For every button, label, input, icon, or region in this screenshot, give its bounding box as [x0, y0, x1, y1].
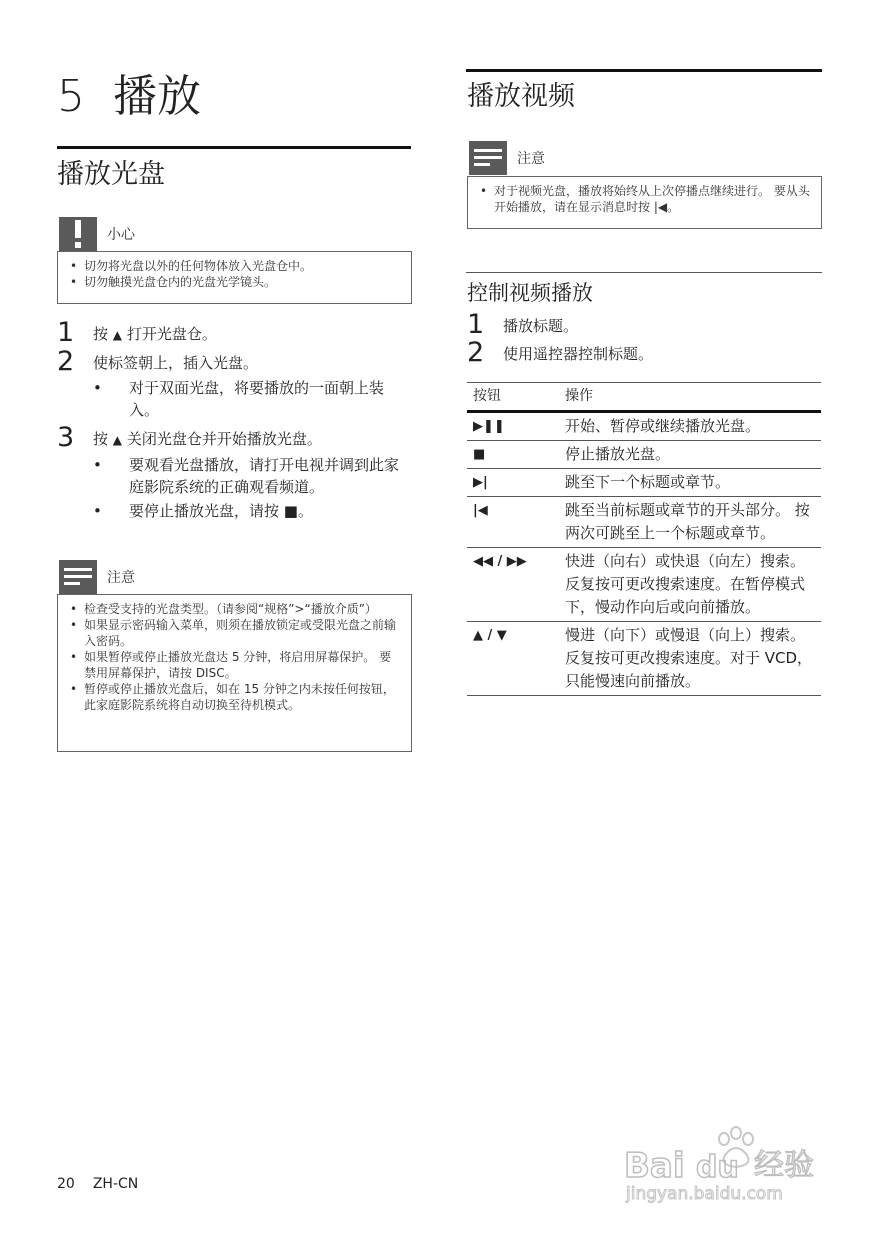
- column-header-button: 按钮: [467, 383, 559, 412]
- page-number: 20: [57, 1176, 75, 1192]
- caution-title: 小心: [107, 227, 135, 243]
- note-header: [59, 560, 135, 594]
- table-cell: 开始、暂停或继续播放光盘。: [559, 412, 821, 441]
- rewind-forward-icon: ◀◀ / ▶▶: [467, 548, 559, 622]
- eject-icon: ▲: [112, 328, 123, 342]
- control-video-steps: [467, 309, 822, 368]
- baidu-watermark: [622, 1125, 827, 1205]
- note-title: 注意: [517, 151, 545, 167]
- up-down-icon: ▲ / ▼: [467, 622, 559, 696]
- watermark-brand: Bai: [624, 1146, 685, 1186]
- language-code: ZH-CN: [92, 1176, 139, 1192]
- step-3: 3 按 ▲ 关闭光盘仓并开始播放光盘。 • 要观看光盘播放，请打开电视并调到此家庭影院系统的正确观看频道。 • 要停止播放光盘，请按 ■。: [57, 427, 412, 522]
- table-cell: 跳至当前标题或章节的开头部分。 按两次可跳至上一个标题或章节。: [559, 497, 821, 548]
- table-row: [467, 412, 821, 441]
- subsection-rule: [466, 272, 822, 273]
- stop-icon: ■: [467, 441, 559, 469]
- list-item: • 切勿触摸光盘仓内的光盘光学镜头。: [66, 274, 403, 290]
- note-box: [467, 176, 822, 229]
- note-box: [57, 594, 412, 752]
- note-icon: [59, 560, 97, 594]
- table-cell: 停止播放光盘。: [559, 441, 821, 469]
- watermark-du: du: [696, 1150, 739, 1185]
- note-icon: [469, 141, 507, 175]
- table-row: [467, 622, 821, 696]
- play-disc-steps: [57, 317, 412, 522]
- subsection-heading-control-video: 控制视频播放: [467, 281, 593, 305]
- exclamation-icon: [59, 217, 97, 251]
- next-icon: ▶|: [467, 469, 559, 497]
- watermark-suffix: 经验: [754, 1148, 814, 1183]
- table-row: [467, 441, 821, 469]
- sub-item: • 对于双面光盘，将要播放的一面朝上装入。: [93, 377, 412, 421]
- caution-header: [59, 217, 135, 251]
- previous-icon: |◀: [467, 497, 559, 548]
- list-item: • 如果显示密码输入菜单，则须在播放锁定或受限光盘之前输入密码。: [66, 617, 403, 649]
- section-heading-play-disc: 播放光盘: [57, 159, 165, 190]
- column-header-action: 操作: [559, 383, 821, 412]
- watermark-url: jingyan.baidu.com: [626, 1184, 783, 1204]
- caution-box: [57, 251, 412, 304]
- chapter-title: [57, 60, 201, 124]
- list-item: • 检查受支持的光盘类型。（请参阅“规格”>“播放介质”）: [66, 601, 403, 617]
- section-heading-play-video: 播放视频: [467, 81, 575, 112]
- sub-item: • 要观看光盘播放，请打开电视并调到此家庭影院系统的正确观看频道。: [93, 454, 412, 498]
- section-rule: [466, 69, 822, 72]
- chapter-number: 5: [57, 71, 85, 122]
- page-footer: [57, 1176, 138, 1192]
- chapter-name: 播放: [113, 71, 201, 122]
- table-row: [467, 497, 821, 548]
- eject-icon: ▲: [112, 433, 123, 447]
- play-pause-icon: ▶❚❚: [467, 412, 559, 441]
- list-item: • 暂停或停止播放光盘后，如在 15 分钟之内未按任何按钮，此家庭影院系统将自动切换至待机模式。: [66, 681, 403, 713]
- sub-item: • 要停止播放光盘，请按 ■。: [93, 500, 412, 522]
- list-item: • 对于视频光盘，播放将始终从上次停播点继续进行。 要从头开始播放，请在显示消息时按 |◀。: [476, 183, 813, 215]
- step-1: 1 按 ▲ 打开光盘仓。: [57, 317, 217, 348]
- table-cell: 跳至下一个标题或章节。: [559, 469, 821, 497]
- table-cell: 慢进（向下）或慢退（向上）搜索。 反复按可更改搜索速度。对于 VCD，只能慢速向前播放。: [559, 622, 821, 696]
- section-rule: [57, 146, 411, 149]
- table-row: [467, 469, 821, 497]
- step-2: 2 使用遥控器控制标题。: [467, 337, 654, 368]
- control-table: [467, 382, 821, 696]
- note-header: [469, 141, 545, 175]
- step-1: 1 播放标题。: [467, 309, 579, 340]
- table-cell: 快进（向右）或快退（向左）搜索。 反复按可更改搜索速度。在暂停模式下，慢动作向后或向前播放。: [559, 548, 821, 622]
- table-row: [467, 548, 821, 622]
- note-title: 注意: [107, 570, 135, 586]
- list-item: • 如果暂停或停止播放光盘达 5 分钟，将启用屏幕保护。 要禁用屏幕保护，请按 DISC。: [66, 649, 403, 681]
- step-2: 2 使标签朝上，插入光盘。 • 对于双面光盘，将要播放的一面朝上装入。: [57, 351, 412, 421]
- list-item: • 切勿将光盘以外的任何物体放入光盘仓中。: [66, 258, 403, 274]
